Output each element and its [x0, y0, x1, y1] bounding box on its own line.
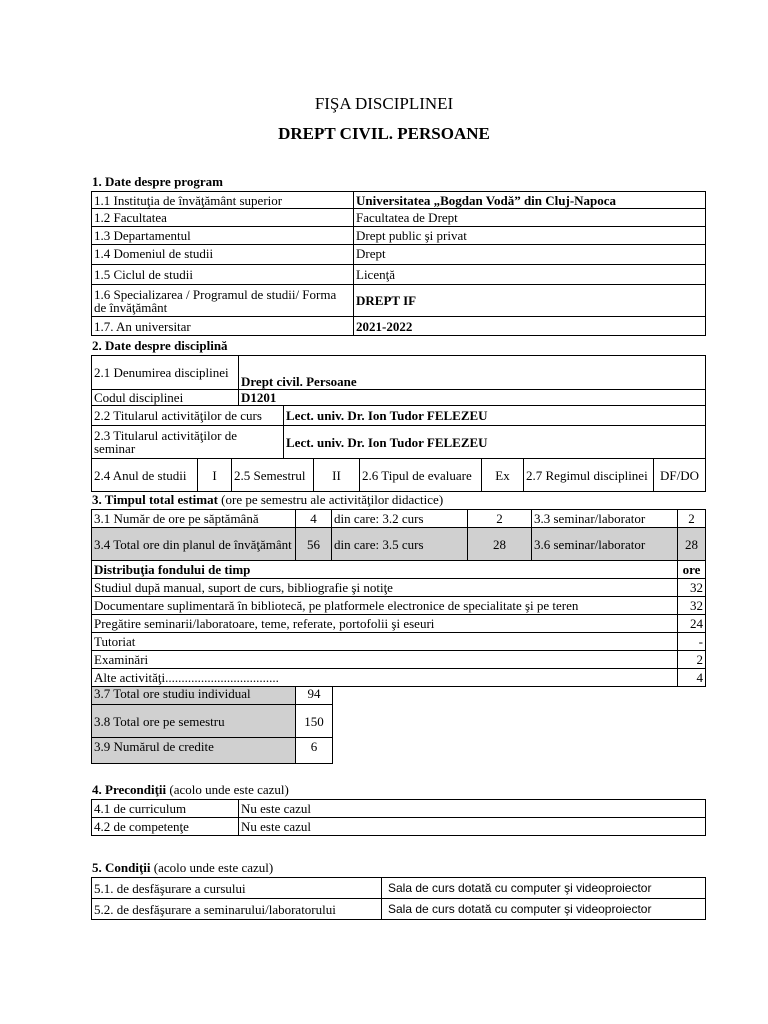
row-value: Sala de curs dotată cu computer şi videoproiector	[382, 878, 706, 899]
weekly-course-value: 2	[468, 510, 532, 528]
discipline-table-titulars	[91, 405, 706, 459]
row-value: 2021-2022	[354, 317, 706, 336]
distribution-item: Studiul după manual, suport de curs, bibliografie şi notiţe	[92, 579, 678, 597]
evaluation-value: Ex	[482, 459, 524, 492]
row-value: Drept	[354, 245, 706, 265]
weekly-course-label: din care: 3.2 curs	[332, 510, 468, 528]
row-label: 2.1 Denumirea disciplinei	[92, 356, 239, 390]
total-semester-label: 3.8 Total ore pe semestru	[92, 705, 296, 738]
row-label: 1.4 Domeniul de studii	[92, 245, 354, 265]
regime-label: 2.7 Regimul disciplinei	[524, 459, 654, 492]
row-label: Codul disciplinei	[92, 390, 239, 406]
row-value: Drept public şi privat	[354, 227, 706, 245]
table-row	[92, 800, 706, 818]
row-label: 1.6 Specializarea / Programul de studii/ Forma de învăţământ	[92, 285, 354, 317]
row-value: Nu este cazul	[239, 800, 706, 818]
year-value: I	[198, 459, 232, 492]
weekly-hours-value: 4	[296, 510, 332, 528]
table-row	[92, 285, 706, 317]
row-label: 2.3 Titularul activităţilor de seminar	[92, 426, 284, 459]
table-row	[92, 579, 706, 597]
table-row	[92, 899, 706, 920]
row-label: 5.2. de desfăşurare a seminarului/laboratorului	[92, 899, 382, 920]
distribution-hours: 32	[678, 597, 706, 615]
table-row	[92, 426, 706, 459]
table-row	[92, 317, 706, 336]
table-row	[92, 597, 706, 615]
row-value: Universitatea „Bogdan Vodă” din Cluj-Napoca	[354, 192, 706, 209]
section-1-heading: 1. Date despre program	[92, 174, 223, 189]
plan-course-label: din care: 3.5 curs	[332, 528, 468, 561]
document-title: FIŞA DISCIPLINEI	[314, 94, 454, 113]
time-distribution-table	[91, 560, 706, 687]
distribution-item: Pregătire seminarii/laboratoare, teme, referate, portofolii şi eseuri	[92, 615, 678, 633]
table-row	[92, 510, 706, 528]
table-row	[92, 705, 333, 738]
section-2-heading: 2. Date despre disciplină	[92, 338, 228, 353]
row-label: 1.1 Instituţia de învăţământ superior	[92, 192, 354, 209]
row-label: 5.1. de desfăşurare a cursului	[92, 878, 382, 899]
table-row	[92, 390, 706, 406]
row-label: 2.2 Titularul activităţilor de curs	[92, 406, 284, 426]
row-label: 1.3 Departamentul	[92, 227, 354, 245]
distribution-item: Tutoriat	[92, 633, 678, 651]
row-label: 1.5 Ciclul de studii	[92, 265, 354, 285]
weekly-hours-label: 3.1 Număr de ore pe săptămână	[92, 510, 296, 528]
row-value: Licenţă	[354, 265, 706, 285]
table-row	[92, 209, 706, 227]
section-3-heading	[92, 492, 443, 508]
conditions-table	[91, 877, 706, 920]
table-row	[92, 561, 706, 579]
distribution-item: Examinări	[92, 651, 678, 669]
section-4-heading	[92, 782, 289, 798]
plan-seminar-value: 28	[678, 528, 706, 561]
document-subtitle: DREPT CIVIL. PERSOANE	[278, 124, 490, 143]
plan-course-value: 28	[468, 528, 532, 561]
row-value: Facultatea de Drept	[354, 209, 706, 227]
row-label: 4.1 de curriculum	[92, 800, 239, 818]
table-row	[92, 738, 333, 764]
semester-value: II	[314, 459, 360, 492]
distribution-hours: 32	[678, 579, 706, 597]
preconditions-table	[91, 799, 706, 836]
discipline-table-top	[91, 355, 706, 406]
table-row	[92, 265, 706, 285]
total-individual-label: 3.7 Total ore studiu individual	[92, 687, 296, 705]
table-row	[92, 878, 706, 899]
distribution-hours-header: ore	[678, 561, 706, 579]
row-value: Nu este cazul	[239, 818, 706, 836]
row-value: Sala de curs dotată cu computer şi videoproiector	[382, 899, 706, 920]
table-row	[92, 459, 706, 492]
table-row	[92, 669, 706, 687]
program-table	[91, 191, 706, 336]
table-row	[92, 227, 706, 245]
table-row	[92, 192, 706, 209]
distribution-hours: 4	[678, 669, 706, 687]
section-5-note: (acolo unde este cazul)	[153, 860, 274, 875]
table-row	[92, 651, 706, 669]
table-row	[92, 687, 333, 705]
table-row	[92, 245, 706, 265]
credits-value: 6	[296, 738, 333, 764]
total-individual-value: 94	[296, 687, 333, 705]
plan-hours-label: 3.4 Total ore din planul de învăţământ	[92, 528, 296, 561]
weekly-seminar-label: 3.3 seminar/laborator	[532, 510, 678, 528]
credits-label: 3.9 Numărul de credite	[92, 738, 296, 764]
section-4-note: (acolo unde este cazul)	[169, 782, 289, 797]
table-row	[92, 818, 706, 836]
discipline-code: D1201	[239, 390, 706, 406]
row-label: 1.2 Facultatea	[92, 209, 354, 227]
year-label: 2.4 Anul de studii	[92, 459, 198, 492]
discipline-table-details	[91, 458, 706, 492]
table-row	[92, 633, 706, 651]
section-3-note: (ore pe semestru ale activităţilor didactice)	[221, 492, 444, 507]
section-5-heading	[92, 860, 273, 876]
regime-value: DF/DO	[654, 459, 706, 492]
section-3-title: 3. Timpul total estimat	[92, 492, 218, 507]
section-4-title: 4. Precondiţii	[92, 782, 167, 797]
distribution-item: Alte activităţi...................................	[92, 669, 678, 687]
total-semester-value: 150	[296, 705, 333, 738]
seminar-titular: Lect. univ. Dr. Ion Tudor FELEZEU	[284, 426, 706, 459]
table-row	[92, 528, 706, 561]
row-label: 1.7. An universitar	[92, 317, 354, 336]
discipline-name: Drept civil. Persoane	[239, 356, 706, 390]
distribution-label: Distribuţia fondului de timp	[92, 561, 678, 579]
table-row	[92, 615, 706, 633]
weekly-seminar-value: 2	[678, 510, 706, 528]
table-row	[92, 356, 706, 390]
semester-label: 2.5 Semestrul	[232, 459, 314, 492]
row-value: DREPT IF	[354, 285, 706, 317]
table-row	[92, 406, 706, 426]
plan-seminar-label: 3.6 seminar/laborator	[532, 528, 678, 561]
plan-hours-value: 56	[296, 528, 332, 561]
time-table	[91, 509, 706, 561]
row-label: 4.2 de competenţe	[92, 818, 239, 836]
course-titular: Lect. univ. Dr. Ion Tudor FELEZEU	[284, 406, 706, 426]
section-5-title: 5. Condiţii	[92, 860, 151, 875]
distribution-item: Documentare suplimentară în bibliotecă, pe platformele electronice de specialitate şi pe teren	[92, 597, 678, 615]
distribution-hours: 24	[678, 615, 706, 633]
distribution-hours: 2	[678, 651, 706, 669]
distribution-hours: -	[678, 633, 706, 651]
totals-table	[91, 686, 333, 764]
evaluation-label: 2.6 Tipul de evaluare	[360, 459, 482, 492]
